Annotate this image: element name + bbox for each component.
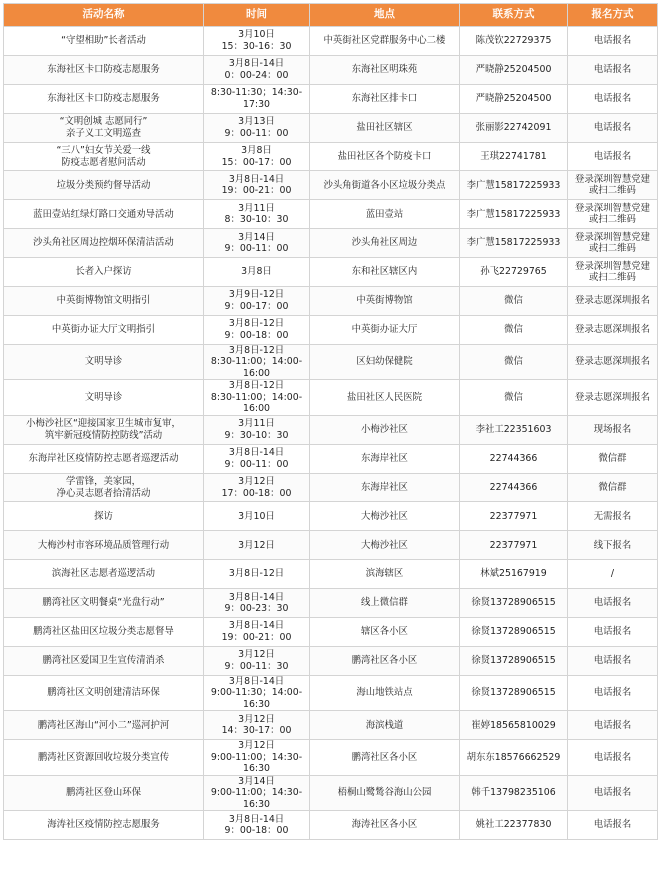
cell-activity-name-line: 文明导诊: [84, 356, 123, 368]
cell-activity-name: [4, 229, 204, 258]
activity-table: [3, 3, 658, 840]
cell-time-line: 3月12日: [238, 713, 275, 725]
cell-location: 东海社区排卡口: [310, 84, 460, 113]
cell-activity-name: [4, 380, 204, 416]
cell-time-line: 17：00-18：00: [221, 487, 292, 499]
table-row: [4, 711, 658, 740]
cell-activity-name: [4, 811, 204, 840]
cell-signup: [568, 200, 658, 229]
cell-contact: 韩千13798235106: [460, 775, 568, 811]
cell-time-line: 14：30-17：00: [221, 725, 292, 737]
cell-contact: 王琪22741781: [460, 142, 568, 171]
header-activity-name: 活动名称: [4, 4, 204, 27]
cell-location: 中英街办证大厅: [310, 315, 460, 344]
cell-time-line: 9：00-17：00: [224, 300, 289, 312]
cell-activity-name: [4, 502, 204, 531]
cell-signup-line: 微信群: [598, 481, 627, 493]
cell-time-line: 9：00-23：30: [224, 603, 289, 615]
cell-activity-name: [4, 618, 204, 647]
cell-signup: [568, 315, 658, 344]
cell-activity-name-line: 亲子义工文明巡查: [65, 127, 141, 139]
header-contact: 联系方式: [460, 4, 568, 27]
cell-activity-name-line: 鹏湾社区海山“河小二”巡河护河: [37, 719, 170, 731]
cell-activity-name-line: 沙头角社区周边控烟环保清洁活动: [33, 237, 174, 249]
cell-location: 海滨栈道: [310, 711, 460, 740]
cell-activity-name-line: 探访: [94, 510, 113, 522]
table-row: [4, 200, 658, 229]
cell-activity-name: [4, 344, 204, 380]
cell-signup: [568, 258, 658, 287]
cell-activity-name: [4, 473, 204, 502]
cell-signup-line: 电话报名: [593, 787, 632, 799]
cell-signup: [568, 675, 658, 711]
cell-time: [204, 415, 310, 444]
table-row: [4, 344, 658, 380]
table-row: [4, 560, 658, 589]
cell-signup: [568, 775, 658, 811]
cell-time: [204, 618, 310, 647]
cell-signup: [568, 113, 658, 142]
cell-activity-name: [4, 55, 204, 84]
cell-time-line: 9：00-11：00: [224, 243, 289, 255]
cell-activity-name: [4, 113, 204, 142]
cell-signup: [568, 502, 658, 531]
cell-signup-line: 登录深圳智慧党建: [574, 202, 650, 214]
cell-activity-name: [4, 27, 204, 56]
cell-activity-name: [4, 84, 204, 113]
cell-signup-line: 或扫二维码: [589, 185, 636, 197]
cell-location: 滨海辖区: [310, 560, 460, 589]
cell-activity-name-line: 中英街博物馆文明指引: [56, 295, 151, 307]
cell-activity-name-line: 鹏湾社区资源回收垃圾分类宣传: [37, 751, 170, 763]
cell-location: 鹏湾社区各小区: [310, 646, 460, 675]
cell-location: 东海岸社区: [310, 444, 460, 473]
cell-time: [204, 646, 310, 675]
cell-signup: [568, 344, 658, 380]
cell-location: 盐田社区辖区: [310, 113, 460, 142]
table-row: [4, 415, 658, 444]
cell-signup-line: 无需报名: [593, 510, 632, 522]
cell-time-line: 9：00-11：00: [224, 127, 289, 139]
header-time: 时间: [204, 4, 310, 27]
cell-contact: 孙飞22729765: [460, 258, 568, 287]
cell-signup-line: 电话报名: [593, 92, 632, 104]
cell-time-line: 3月8日-14日: [228, 620, 285, 632]
table-row: [4, 380, 658, 416]
cell-activity-name: [4, 315, 204, 344]
cell-signup: [568, 531, 658, 560]
cell-time-line: 19：00-21：00: [221, 185, 292, 197]
cell-time-line: 19：00-21：00: [221, 631, 292, 643]
cell-time-line: 3月11日: [238, 418, 275, 430]
cell-time: [204, 142, 310, 171]
cell-location: 梧桐山鹭鸶谷海山公园: [310, 775, 460, 811]
table-row: [4, 811, 658, 840]
cell-time-line: 3月8日-14日: [228, 58, 285, 70]
table-row: [4, 171, 658, 200]
cell-activity-name: [4, 740, 204, 776]
cell-activity-name: [4, 200, 204, 229]
cell-time: [204, 560, 310, 589]
header-location: 地点: [310, 4, 460, 27]
cell-location: 中英街博物馆: [310, 287, 460, 316]
cell-time: [204, 589, 310, 618]
cell-activity-name-line: 鹏湾社区爱国卫生宣传清消杀: [42, 655, 165, 667]
cell-time-line: 9：00-11：30: [224, 660, 289, 672]
cell-activity-name: [4, 258, 204, 287]
table-row: [4, 229, 658, 258]
cell-time-line: 3月8日-14日: [228, 173, 285, 185]
table-header-row: [4, 4, 658, 27]
cell-activity-name-line: 筑牢新冠疫情防控防线”活动: [44, 429, 163, 441]
cell-signup-line: 登录深圳智慧党建: [574, 231, 650, 243]
cell-location: 蓝田壹站: [310, 200, 460, 229]
cell-contact: 林斌25167919: [460, 560, 568, 589]
cell-signup: [568, 811, 658, 840]
cell-location: 小梅沙社区: [310, 415, 460, 444]
cell-activity-name-line: 小梅沙社区“迎接国家卫生城市复审，: [26, 418, 181, 430]
cell-signup-line: 电话报名: [593, 719, 632, 731]
cell-contact: 22744366: [460, 473, 568, 502]
cell-time-line: 9：00-18：00: [224, 825, 289, 837]
cell-contact: 张丽影22742091: [460, 113, 568, 142]
cell-activity-name: [4, 287, 204, 316]
cell-time-line: 8:30-11:00；14:00-16:00: [210, 356, 303, 379]
cell-activity-name-line: “文明创城 志愿同行”: [59, 116, 148, 128]
cell-contact: 徐贤13728906515: [460, 589, 568, 618]
cell-contact: 李广慧15817225933: [460, 200, 568, 229]
activity-table-container: [3, 3, 657, 840]
cell-activity-name-line: 东海社区卡口防疫志愿服务: [47, 92, 160, 104]
cell-location: 沙头角社区周边: [310, 229, 460, 258]
cell-signup-line: 登录志愿深圳报名: [574, 324, 650, 336]
cell-time-line: 8：30-10：30: [224, 214, 289, 226]
cell-activity-name: [4, 171, 204, 200]
cell-signup-line: 电话报名: [593, 819, 632, 831]
cell-time-line: 8:30-11:30；14:30-17:30: [210, 87, 303, 110]
cell-activity-name-line: 防疫志愿者慰问活动: [61, 156, 146, 168]
cell-activity-name-line: 中英街办证大厅文明指引: [51, 324, 156, 336]
table-row: [4, 258, 658, 287]
table-row: [4, 531, 658, 560]
cell-signup-line: 或扫二维码: [589, 272, 636, 284]
cell-location: 东和社区辖区内: [310, 258, 460, 287]
cell-signup: [568, 415, 658, 444]
table-body: [4, 27, 658, 840]
cell-time-line: 3月8日-12日: [228, 344, 285, 356]
cell-signup-line: 登录志愿深圳报名: [574, 391, 650, 403]
cell-activity-name: [4, 589, 204, 618]
cell-time-line: 9:00-11:00；14:30-16:30: [210, 751, 303, 775]
cell-time-line: 3月12日: [238, 539, 275, 551]
cell-time-line: 3月8日: [241, 145, 272, 156]
cell-signup-line: 电话报名: [593, 597, 632, 609]
cell-activity-name: [4, 531, 204, 560]
cell-signup: [568, 84, 658, 113]
cell-activity-name-line: 东海岸社区疫情防控志愿者巡逻活动: [28, 452, 179, 464]
cell-time: [204, 344, 310, 380]
cell-signup-line: 电话报名: [593, 121, 632, 133]
cell-time: [204, 113, 310, 142]
cell-activity-name: [4, 415, 204, 444]
cell-contact: 22744366: [460, 444, 568, 473]
cell-time-line: 3月8日-12日: [228, 380, 285, 392]
cell-contact: 微信: [460, 315, 568, 344]
cell-activity-name-line: “守望相助”长者活动: [61, 35, 146, 47]
table-row: [4, 142, 658, 171]
cell-signup: [568, 711, 658, 740]
table-row: [4, 113, 658, 142]
table-row: [4, 444, 658, 473]
cell-time-line: 3月8日-12日: [228, 568, 285, 580]
cell-signup: [568, 287, 658, 316]
table-row: [4, 473, 658, 502]
cell-activity-name-line: 垃圾分类预约督导活动: [56, 179, 151, 191]
cell-time: [204, 444, 310, 473]
cell-signup-line: 微信群: [598, 452, 627, 464]
cell-location: 盐田社区各个防疫卡口: [310, 142, 460, 171]
cell-time-line: 3月12日: [238, 649, 275, 661]
cell-time: [204, 258, 310, 287]
cell-activity-name-line: 鹏湾社区盐田区垃圾分类志愿督导: [33, 626, 174, 638]
cell-activity-name-line: 鹏湾社区登山环保: [65, 787, 141, 799]
cell-signup-line: 电话报名: [593, 626, 632, 638]
cell-time: [204, 287, 310, 316]
cell-activity-name-line: 鹏湾社区文明餐桌“光盘行动”: [42, 597, 165, 609]
cell-contact: 徐贤13728906515: [460, 675, 568, 711]
cell-activity-name: [4, 646, 204, 675]
cell-time: [204, 27, 310, 56]
cell-signup: [568, 27, 658, 56]
cell-time-line: 3月11日: [238, 202, 275, 214]
cell-contact: 徐贤13728906515: [460, 618, 568, 647]
cell-signup-line: 电话报名: [593, 655, 632, 667]
cell-activity-name-line: 大梅沙村市容环境品质管理行动: [37, 539, 170, 551]
cell-time: [204, 675, 310, 711]
cell-location: 辖区各小区: [310, 618, 460, 647]
cell-time-line: 9:00-11:00；14:30-16:30: [210, 787, 303, 810]
cell-activity-name: [4, 142, 204, 171]
cell-activity-name-line: 滨海社区志愿者巡逻活动: [51, 568, 156, 580]
cell-time-line: 9：00-11：00: [224, 458, 289, 470]
table-row: [4, 27, 658, 56]
table-row: [4, 618, 658, 647]
cell-time-line: 0：00-24：00: [224, 69, 289, 81]
cell-time-line: 9：00-18：00: [224, 329, 289, 341]
cell-time-line: 3月12日: [238, 740, 275, 752]
table-row: [4, 646, 658, 675]
cell-time: [204, 531, 310, 560]
cell-signup-line: 登录志愿深圳报名: [574, 356, 650, 368]
cell-signup-line: 电话报名: [593, 687, 632, 699]
cell-time: [204, 55, 310, 84]
cell-time-line: 15：00-17：00: [221, 156, 292, 168]
cell-time: [204, 200, 310, 229]
cell-time: [204, 740, 310, 776]
cell-signup: [568, 740, 658, 776]
cell-time: [204, 502, 310, 531]
cell-time-line: 15：30-16：30: [221, 40, 292, 52]
cell-contact: 李社工22351603: [460, 415, 568, 444]
cell-signup-line: 线下报名: [593, 539, 632, 551]
cell-activity-name-line: 海涛社区疫情防控志愿服务: [47, 819, 160, 831]
cell-time-line: 3月13日: [238, 116, 275, 128]
cell-activity-name: [4, 444, 204, 473]
cell-signup: [568, 171, 658, 200]
cell-time: [204, 473, 310, 502]
cell-contact: 微信: [460, 380, 568, 416]
cell-time-line: 3月8日-12日: [228, 318, 285, 330]
cell-signup-line: 或扫二维码: [589, 243, 636, 255]
cell-contact: 陈茂钦22729375: [460, 27, 568, 56]
table-row: [4, 502, 658, 531]
cell-contact: 崔婷18565810029: [460, 711, 568, 740]
cell-signup-line: 电话报名: [593, 751, 632, 763]
table-row: [4, 287, 658, 316]
cell-signup-line: 或扫二维码: [589, 214, 636, 226]
cell-location: 线上微信群: [310, 589, 460, 618]
cell-activity-name-line: 蓝田壹站红绿灯路口交通劝导活动: [33, 208, 174, 220]
cell-activity-name: [4, 775, 204, 811]
cell-contact: 李广慧15817225933: [460, 229, 568, 258]
cell-contact: 22377971: [460, 502, 568, 531]
cell-contact: 严晓静25204500: [460, 55, 568, 84]
cell-signup-line: 现场报名: [593, 423, 632, 435]
cell-time-line: 9:00-11:30；14:00-16:30: [210, 687, 303, 710]
cell-signup-line: 登录志愿深圳报名: [574, 295, 650, 307]
cell-time-line: 3月8日: [241, 266, 272, 278]
cell-time: [204, 711, 310, 740]
cell-time: [204, 775, 310, 811]
cell-activity-name: [4, 675, 204, 711]
cell-location: 沙头角街道各小区垃圾分类点: [310, 171, 460, 200]
cell-time: [204, 380, 310, 416]
cell-activity-name-line: 鹏湾社区文明创建清洁环保: [47, 687, 160, 699]
cell-location: 东海岸社区: [310, 473, 460, 502]
table-row: [4, 775, 658, 811]
cell-time-line: 3月14日: [238, 231, 275, 243]
cell-time-line: 3月8日-14日: [228, 447, 285, 459]
cell-signup-line: /: [610, 568, 615, 580]
cell-contact: 微信: [460, 287, 568, 316]
cell-signup-line: 电话报名: [593, 35, 632, 47]
cell-contact: 微信: [460, 344, 568, 380]
table-row: [4, 675, 658, 711]
cell-signup: [568, 473, 658, 502]
cell-signup-line: 登录深圳智慧党建: [574, 260, 650, 272]
cell-time-line: 3月12日: [238, 476, 275, 488]
cell-activity-name-line: 净心灵志愿者拾清活动: [56, 487, 151, 499]
cell-signup: [568, 229, 658, 258]
cell-time-line: 3月8日-14日: [228, 591, 285, 603]
cell-location: 鹏湾社区各小区: [310, 740, 460, 776]
cell-contact: 严晓静25204500: [460, 84, 568, 113]
table-row: [4, 589, 658, 618]
table-row: [4, 84, 658, 113]
cell-time: [204, 315, 310, 344]
cell-time: [204, 229, 310, 258]
cell-signup-line: 电话报名: [593, 150, 632, 162]
cell-location: 大梅沙社区: [310, 502, 460, 531]
cell-signup: [568, 646, 658, 675]
cell-location: 大梅沙社区: [310, 531, 460, 560]
cell-location: 区妇幼保健院: [310, 344, 460, 380]
cell-time-line: 3月10日: [238, 510, 275, 522]
table-row: [4, 740, 658, 776]
cell-time-line: 3月9日-12日: [228, 289, 285, 301]
cell-location: 东海社区明珠苑: [310, 55, 460, 84]
cell-time: [204, 171, 310, 200]
cell-contact: 姚社工22377830: [460, 811, 568, 840]
cell-time-line: 3月10日: [238, 29, 275, 41]
cell-signup: [568, 55, 658, 84]
cell-time: [204, 84, 310, 113]
cell-activity-name: [4, 711, 204, 740]
cell-activity-name-line: 学雷锋，美家园，: [65, 476, 141, 488]
cell-activity-name-line: 东海社区卡口防疫志愿服务: [47, 64, 160, 76]
cell-signup: [568, 589, 658, 618]
cell-time-line: 3月8日-14日: [228, 675, 285, 687]
table-row: [4, 315, 658, 344]
cell-location: 盐田社区人民医院: [310, 380, 460, 416]
cell-location: 海涛社区各小区: [310, 811, 460, 840]
cell-time: [204, 811, 310, 840]
cell-signup: [568, 444, 658, 473]
cell-time-line: 3月14日: [238, 775, 275, 787]
cell-signup-line: 登录深圳智慧党建: [574, 173, 650, 185]
cell-signup-line: 电话报名: [593, 64, 632, 76]
header-signup: 报名方式: [568, 4, 658, 27]
cell-signup: [568, 560, 658, 589]
cell-signup: [568, 380, 658, 416]
cell-time-line: 8:30-11:00；14:00-16:00: [210, 391, 303, 415]
cell-location: 海山地铁站点: [310, 675, 460, 711]
cell-activity-name-line: “三八”妇女节关爱一线: [56, 145, 151, 156]
cell-contact: 徐贤13728906515: [460, 646, 568, 675]
cell-signup: [568, 142, 658, 171]
cell-contact: 胡东东18576662529: [460, 740, 568, 776]
cell-activity-name: [4, 560, 204, 589]
table-row: [4, 55, 658, 84]
cell-time-line: 9：30-10：30: [224, 429, 289, 441]
cell-activity-name-line: 长者入户探访: [75, 266, 132, 278]
cell-contact: 李广慧15817225933: [460, 171, 568, 200]
cell-signup: [568, 618, 658, 647]
cell-contact: 22377971: [460, 531, 568, 560]
cell-time-line: 3月8日-14日: [228, 813, 285, 825]
cell-activity-name-line: 文明导诊: [84, 391, 123, 403]
cell-location: 中英街社区党群服务中心二楼: [310, 27, 460, 56]
